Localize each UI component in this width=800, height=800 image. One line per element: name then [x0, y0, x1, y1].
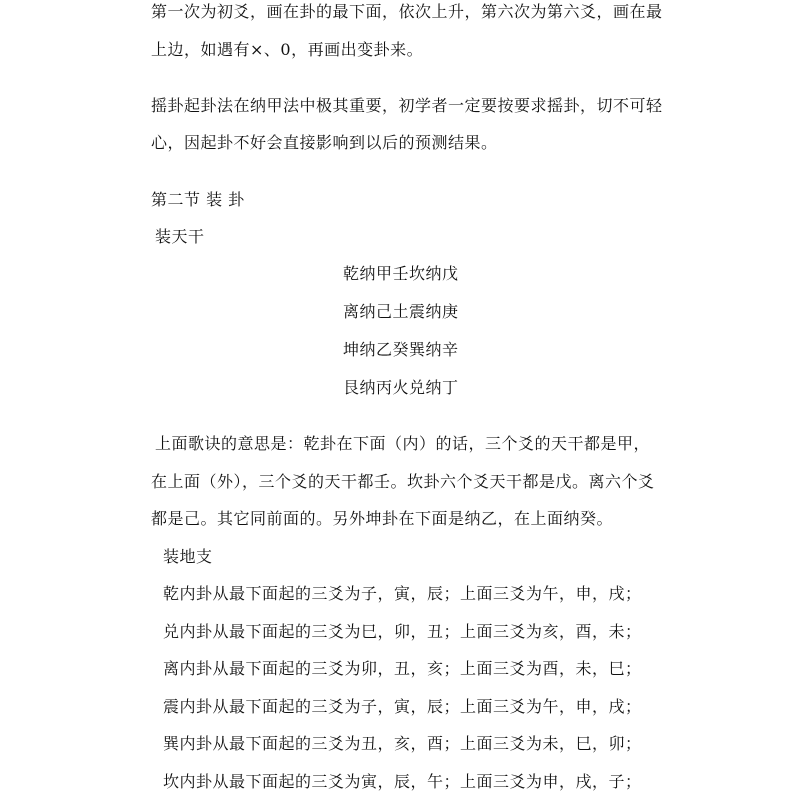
- paragraph-line: 第一次为初爻，画在卦的最下面，依次上升，第六次为第六爻，画在最: [151, 2, 663, 21]
- dizhi-rule-line: 兑内卦从最下面起的三爻为巳，卯，丑；上面三爻为亥，酉，未；: [163, 622, 642, 641]
- explanation-line: 在上面（外），三个爻的天干都壬。坎卦六个爻天干都是戊。离六个爻: [151, 472, 655, 491]
- dizhi-rule-line: 离内卦从最下面起的三爻为卯，丑，亥；上面三爻为酉，未，巳；: [163, 659, 642, 678]
- paragraph-line: 上边，如遇有×、0，再画出变卦来。: [151, 40, 424, 59]
- explanation-line: 上面歌诀的意思是：乾卦在下面（内）的话，三个爻的天干都是甲，: [155, 434, 651, 453]
- verse-line: 坤纳乙癸巽纳辛: [343, 340, 459, 359]
- section-heading: 第二节 装 卦: [151, 190, 245, 209]
- dizhi-rule-line: 坎内卦从最下面起的三爻为寅，辰，午；上面三爻为申，戌，子；: [163, 772, 642, 791]
- dizhi-rule-line: 乾内卦从最下面起的三爻为子，寅，辰；上面三爻为午，申，戌；: [163, 584, 642, 603]
- subheading-tiangan: 装天干: [155, 227, 205, 246]
- subheading-dizhi: 装地支: [163, 547, 213, 566]
- verse-line: 乾纳甲壬坎纳戊: [343, 264, 459, 283]
- explanation-line: 都是己。其它同前面的。另外坤卦在下面是纳乙，在上面纳癸。: [151, 509, 614, 528]
- dizhi-rule-line: 震内卦从最下面起的三爻为子，寅，辰；上面三爻为午，申，戌；: [163, 697, 642, 716]
- verse-line: 离纳己土震纳庚: [343, 302, 459, 321]
- verse-line: 艮纳丙火兑纳丁: [343, 378, 459, 397]
- dizhi-rule-line: 巽内卦从最下面起的三爻为丑，亥，酉；上面三爻为未，巳，卯；: [163, 734, 642, 753]
- paragraph-line: 摇卦起卦法在纳甲法中极其重要，初学者一定要按要求摇卦，切不可轻: [151, 96, 663, 115]
- paragraph-line: 心，因起卦不好会直接影响到以后的预测结果。: [151, 133, 498, 152]
